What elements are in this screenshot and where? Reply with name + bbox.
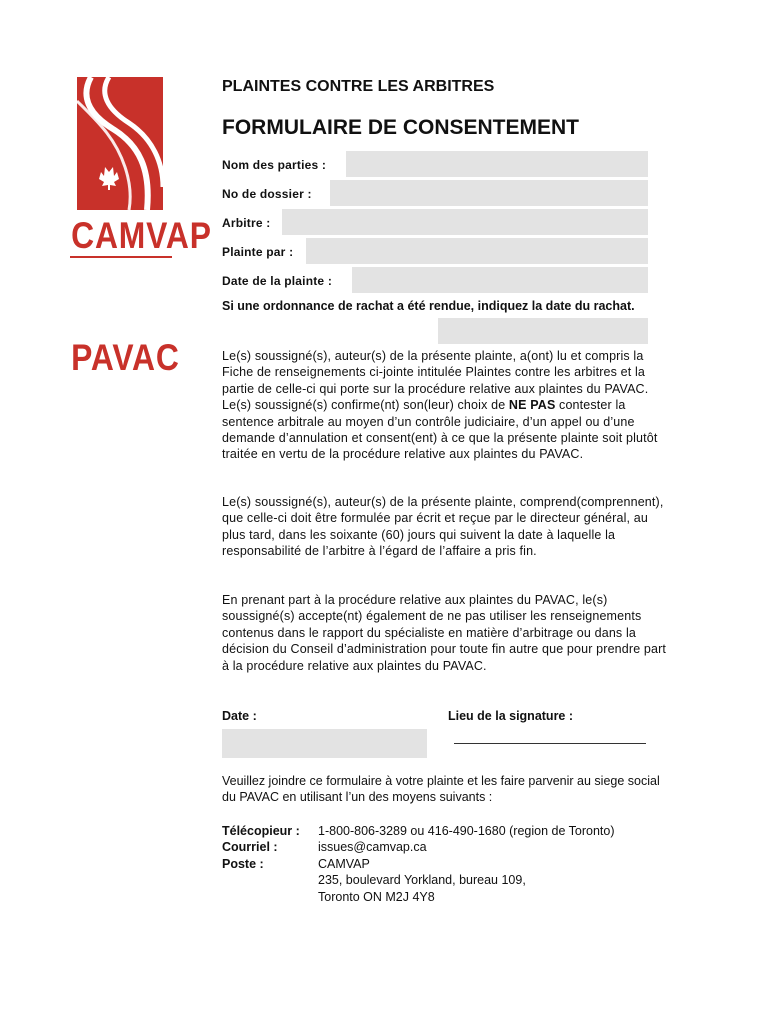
contact-label-fax: Télécopieur : xyxy=(222,824,300,838)
consent-paragraph-1-part-b: contester la sentence arbitrale au moyen d’un contrôle judiciaire, d’un appel ou d’une demande d’annulation et consent(ent) à ce que la présente plainte soit plutôt traitée en vertu de la procédure relative aux plaintes du PAVAC. xyxy=(222,398,658,462)
consent-paragraph-2: Le(s) soussigné(s), auteur(s) de la présente plainte, comprend(comprennent), que celle-ci doit être formulée par écrit et reçue par le directeur général, au plus tard, dans les soixante (60) jours qui suivent la date à laquelle la responsabilité de l’arbitre à l’égard de l’affaire a pris fin. xyxy=(222,495,664,559)
field-label-complainant: Plainte par : xyxy=(222,245,294,259)
party-names-input[interactable] xyxy=(346,151,648,177)
field-file-number xyxy=(222,180,648,206)
footer-instructions: Veuillez joindre ce formulaire à votre plainte et les faire parvenir au siege social du PAVAC en utilisant l’un des moyens suivants : xyxy=(222,774,660,805)
redemption-date-input[interactable] xyxy=(438,318,648,344)
consent-paragraph-3: En prenant part à la procédure relative aux plaintes du PAVAC, le(s) soussigné(s) accepte(nt) également de ne pas utiliser les renseignements contenus dans le rapport du spécialiste en matière d’arbitrage ou dans la décision du Conseil d’administration pour toute fin autre que pour prendre part à la procédure relative aux plaintes du PAVAC. xyxy=(222,593,667,673)
contact-value-email[interactable]: issues@camvap.ca xyxy=(318,840,427,855)
form-kicker: PLAINTES CONTRE LES ARBITRES xyxy=(222,78,495,95)
field-label-arbitrator: Arbitre : xyxy=(222,216,271,230)
signature-place-line[interactable] xyxy=(454,742,646,744)
date-label: Date : xyxy=(222,709,257,723)
logo-text-pavac: PAVAC xyxy=(71,337,180,378)
redemption-note: Si une ordonnance de rachat a été rendue, indiquez la date du rachat. xyxy=(222,299,635,313)
camvap-road-maple-icon xyxy=(77,77,163,210)
contact-value-fax: 1-800-806-3289 ou 416-490-1680 (region de Toronto) xyxy=(318,824,615,838)
field-arbitrator xyxy=(222,209,648,235)
field-complainant xyxy=(222,238,648,264)
consent-paragraph-1 xyxy=(222,348,667,463)
field-party-names xyxy=(222,151,648,177)
form-title: FORMULAIRE DE CONSENTEMENT xyxy=(222,116,579,139)
contact-label-email: Courriel : xyxy=(222,840,278,855)
field-label-party-names: Nom des parties : xyxy=(222,158,327,172)
contact-value-mail: CAMVAP xyxy=(318,856,370,871)
contact-label-mail: Poste : xyxy=(222,856,264,871)
file-number-input[interactable] xyxy=(330,180,648,206)
complaint-date-input[interactable] xyxy=(352,267,648,293)
logo-divider xyxy=(70,256,172,258)
logo-text-camvap: CAMVAP xyxy=(71,215,212,256)
field-label-complaint-date: Date de la plainte : xyxy=(222,274,333,288)
consent-emphasis: NE PAS xyxy=(508,398,556,413)
address-line-1: 235, boulevard Yorkland, bureau 109, xyxy=(318,873,526,888)
arbitrator-input[interactable] xyxy=(282,209,648,235)
field-label-file-number: No de dossier : xyxy=(222,187,312,201)
address-line-2: Toronto ON M2J 4Y8 xyxy=(318,889,435,904)
signature-date-input[interactable] xyxy=(222,729,427,758)
signature-place-label: Lieu de la signature : xyxy=(448,709,574,723)
field-complaint-date xyxy=(222,267,648,293)
consent-paragraph-1-part-a: Le(s) soussigné(s), auteur(s) de la présente plainte, a(ont) lu et compris la Fiche de renseignements ci-jointe intitulée Plaintes contre les arbitres et la partie de celle-ci qui porte sur la procédure relative aux plaintes du PAVAC. Le(s) soussigné(s) confirme(nt) son(leur) choix de xyxy=(222,349,649,413)
complainant-input[interactable] xyxy=(306,238,648,264)
